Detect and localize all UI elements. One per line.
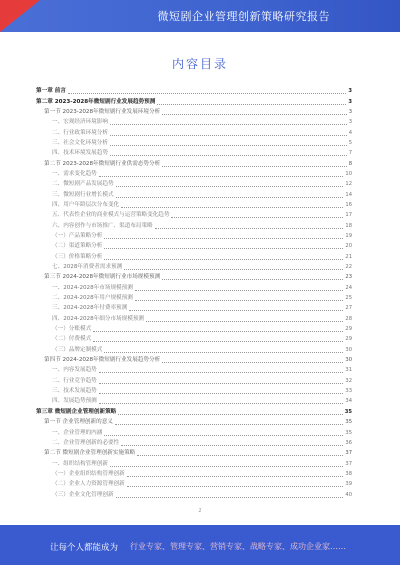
toc-entry-title: （三）品牌定制模式	[52, 346, 103, 353]
toc-entry-title: 第一节 2023-2028年微短剧行业发展环境分析	[44, 108, 161, 115]
toc-leader-dots	[116, 492, 344, 498]
toc-entry[interactable]	[36, 231, 352, 241]
toc-entry[interactable]	[36, 96, 352, 106]
toc-entry-title: 三、社会文化环境分析	[52, 139, 108, 146]
toc-entry-page: 24	[345, 284, 352, 291]
toc-leader-dots	[104, 233, 343, 239]
toc-entry-title: 第三章 微短剧企业管理创新策略	[36, 408, 117, 415]
toc-entry-page: 8	[348, 160, 352, 167]
page-header	[0, 0, 400, 32]
toc-entry[interactable]	[36, 458, 352, 468]
toc-leader-dots	[110, 119, 347, 125]
toc-entry[interactable]	[36, 479, 352, 489]
toc-entry-title: 一、宏观经济环境影响	[52, 119, 108, 126]
toc-entry-page: 29	[345, 336, 352, 343]
toc-entry[interactable]	[36, 365, 352, 375]
toc-entry[interactable]	[36, 252, 352, 262]
page-footer	[0, 525, 400, 565]
toc-leader-dots	[99, 388, 344, 394]
toc-leader-dots	[110, 461, 343, 467]
toc-entry-title: （二）企业人力资源管理创新	[52, 481, 125, 488]
toc-leader-dots	[157, 99, 346, 105]
toc-entry[interactable]	[36, 189, 352, 199]
toc-entry[interactable]	[36, 376, 352, 386]
toc-entry[interactable]	[36, 283, 352, 293]
toc-entry-page: 28	[345, 315, 352, 322]
toc-leader-dots	[110, 150, 347, 156]
toc-entry[interactable]	[36, 293, 352, 303]
toc-leader-dots	[155, 223, 344, 229]
toc-entry-page: 23	[345, 274, 352, 281]
toc-entry[interactable]	[36, 469, 352, 479]
toc-entry-title: 一、组织结构管理创新	[52, 460, 108, 467]
toc-entry[interactable]	[36, 169, 352, 179]
toc-entry[interactable]	[36, 107, 352, 117]
toc-entry-page: 34	[345, 398, 352, 405]
toc-entry-title: 六、内容创作与市场推广、渠道布局策略	[52, 222, 153, 229]
toc-entry[interactable]	[36, 179, 352, 189]
toc-leader-dots	[104, 347, 343, 353]
toc-entry-title: （一）产品策略分析	[52, 232, 103, 239]
toc-leader-dots	[121, 202, 343, 208]
toc-heading: 内容目录	[171, 57, 228, 71]
toc-leader-dots	[110, 140, 347, 146]
toc-entry-page: 3	[348, 108, 352, 115]
toc-entry-page: 17	[345, 212, 352, 219]
toc-entry-title: 四、发展趋势预测	[52, 398, 97, 405]
toc-entry-page: 19	[345, 232, 352, 239]
toc-leader-dots	[124, 264, 343, 270]
toc-leader-dots	[116, 192, 344, 198]
toc-leader-dots	[121, 440, 343, 446]
toc-entry-title: （三）企业文化管理创新	[52, 491, 114, 498]
toc-entry-title: 二、行业竞争趋势	[52, 377, 97, 384]
toc-entry-page: 40	[345, 491, 352, 498]
toc-entry-page: 33	[345, 388, 352, 395]
toc-entry-title: 二、行业政策环境分析	[52, 129, 108, 136]
footer-tagline: 行业专家、管理专家、营销专家、战略专家、成功企业家……	[130, 542, 346, 551]
toc-leader-dots	[104, 430, 343, 436]
toc-leader-dots	[171, 212, 343, 218]
toc-entry-title: 七、2028年消费者需求预测	[52, 264, 123, 271]
toc-leader-dots	[99, 378, 344, 384]
toc-entry-page: 37	[345, 460, 352, 467]
toc-entry-page: 30	[345, 357, 352, 364]
page-number: 2	[198, 508, 202, 514]
toc-entry[interactable]	[36, 314, 352, 324]
toc-leader-dots	[99, 367, 344, 373]
toc-entry-title: 第二节 微短剧企业管理创新实施策略	[44, 450, 136, 457]
toc-leader-dots	[146, 316, 343, 322]
toc-entry[interactable]	[36, 438, 352, 448]
toc-entry-title: 三、2024-2028年付费率预测	[52, 305, 128, 312]
toc-entry[interactable]	[36, 210, 352, 220]
toc-entry-title: 二、微短剧产品发展趋势	[52, 181, 114, 188]
toc-entry[interactable]	[36, 427, 352, 437]
toc-entry-page: 37	[345, 450, 352, 457]
toc-entry-page: 39	[345, 481, 352, 488]
toc-entry[interactable]	[36, 138, 352, 148]
toc-leader-dots	[104, 254, 343, 260]
toc-entry-title: 第二节 2023-2028年微短剧行业供需态势分析	[44, 160, 161, 167]
toc-entry[interactable]	[36, 127, 352, 137]
report-title: 微短剧企业管理创新策略研究报告	[157, 10, 330, 23]
footer-slogan: 让每个人都能成为	[50, 543, 119, 553]
toc-entry[interactable]	[36, 489, 352, 499]
toc-leader-dots	[127, 481, 344, 487]
toc-entry-title: （一）分账模式	[52, 326, 92, 333]
toc-entry-page: 20	[345, 243, 352, 250]
toc-entry-title: （三）价格策略分析	[52, 253, 103, 260]
toc-entry-title: （二）渠道策略分析	[52, 243, 103, 250]
toc-entry-title: 三、微短剧行业增长模式	[52, 191, 114, 198]
toc-entry-page: 21	[345, 253, 352, 260]
toc-entry-title: 四、用户年龄层次分布变化	[52, 201, 120, 208]
toc-entry[interactable]	[36, 272, 352, 282]
header-corner-accent	[0, 0, 40, 32]
toc-entry-page: 29	[345, 326, 352, 333]
toc-entry-title: 第一节 企业管理创新的意义	[44, 419, 113, 426]
toc-entry[interactable]	[36, 448, 352, 458]
toc-entry-title: 第四节 2024-2028年微短剧行业发展趋势分析	[44, 357, 161, 364]
toc-entry-page: 35	[345, 429, 352, 436]
toc-entry-page: 14	[345, 191, 352, 198]
toc-entry-page: 7	[348, 150, 352, 157]
toc-entry-title: 二、2024-2028年用户规模预测	[52, 295, 133, 302]
toc-entry[interactable]	[36, 117, 352, 127]
toc-entry-title: 一、2024-2028年市场规模预测	[52, 284, 133, 291]
toc-leader-dots	[115, 419, 343, 425]
toc-entry[interactable]	[36, 262, 352, 272]
toc-entry[interactable]	[36, 241, 352, 251]
toc-entry-page: 36	[345, 439, 352, 446]
toc-leader-dots	[137, 450, 343, 456]
toc-entry[interactable]	[36, 334, 352, 344]
toc-leader-dots	[116, 181, 344, 187]
toc-leader-dots	[135, 295, 344, 301]
toc-leader-dots	[162, 109, 347, 115]
toc-leader-dots	[93, 326, 343, 332]
toc-entry-page: 38	[345, 470, 352, 477]
toc-entry[interactable]	[36, 417, 352, 427]
toc-leader-dots	[129, 305, 343, 311]
toc-entry[interactable]	[36, 303, 352, 313]
toc-leader-dots	[99, 171, 344, 177]
toc-entry[interactable]	[36, 407, 352, 417]
toc-leader-dots	[118, 409, 343, 415]
toc-entry-page: 3	[348, 119, 352, 126]
toc-entry-title: 一、企业管理的内涵	[52, 429, 103, 436]
toc-entry[interactable]	[36, 148, 352, 158]
toc-entry[interactable]	[36, 324, 352, 334]
toc-entry-title: 二、企业管理创新的必要性	[52, 439, 120, 446]
toc-entry-page: 12	[345, 181, 352, 188]
toc-entry-title: 五、代表性企业的商业模式与运营策略变化趋势	[52, 212, 170, 219]
toc-entry-title: 第二章 2023-2028年微短剧行业发展趋势预测	[36, 98, 156, 105]
toc-leader-dots	[93, 336, 343, 342]
toc-leader-dots	[99, 398, 344, 404]
toc-entry-title: 三、技术发展趋势	[52, 388, 97, 395]
toc-entry-page: 35	[344, 408, 352, 415]
toc-entry[interactable]	[36, 396, 352, 406]
toc-entry[interactable]	[36, 86, 352, 96]
toc-leader-dots	[162, 357, 343, 363]
toc-entry[interactable]	[36, 200, 352, 210]
toc-entry-page: 4	[348, 129, 352, 136]
toc-entry-page: 18	[345, 222, 352, 229]
toc-entry-title: 四、技术环境发展趋势	[52, 150, 108, 157]
toc-entry[interactable]	[36, 345, 352, 355]
toc-entry[interactable]	[36, 158, 352, 168]
toc-entry-page: 25	[345, 295, 352, 302]
toc-leader-dots	[135, 285, 344, 291]
toc-entry-title: 一、内容发展趋势	[52, 367, 97, 374]
toc-entry-page: 35	[345, 419, 352, 426]
toc-leader-dots	[104, 243, 343, 249]
toc-entry-page: 16	[345, 201, 352, 208]
table-of-contents	[36, 86, 352, 500]
toc-entry-page: 10	[345, 170, 352, 177]
toc-leader-dots	[110, 130, 347, 136]
toc-entry-page: 5	[348, 139, 352, 146]
toc-entry-title: （二）付费模式	[52, 336, 92, 343]
toc-entry[interactable]	[36, 220, 352, 230]
toc-entry-page: 31	[345, 367, 352, 374]
toc-leader-dots	[68, 88, 346, 94]
toc-entry-page: 30	[345, 346, 352, 353]
toc-entry-title: 第三节 2024-2028年微短剧行业市场规模预测	[44, 274, 161, 281]
toc-entry-title: 第一章 前言	[36, 88, 66, 95]
toc-entry[interactable]	[36, 355, 352, 365]
toc-leader-dots	[162, 274, 343, 280]
toc-entry-title: （一）企业组织结构管理创新	[52, 470, 125, 477]
toc-leader-dots	[127, 471, 344, 477]
toc-entry-page: 27	[345, 305, 352, 312]
toc-entry-page: 3	[348, 88, 352, 95]
toc-entry-title: 一、需求变化趋势	[52, 170, 97, 177]
toc-leader-dots	[162, 161, 347, 167]
toc-entry[interactable]	[36, 386, 352, 396]
toc-entry-page: 22	[345, 264, 352, 271]
toc-entry-page: 32	[345, 377, 352, 384]
toc-entry-page: 3	[348, 98, 352, 105]
toc-entry-title: 四、2024-2028年细分市场规模预测	[52, 315, 145, 322]
